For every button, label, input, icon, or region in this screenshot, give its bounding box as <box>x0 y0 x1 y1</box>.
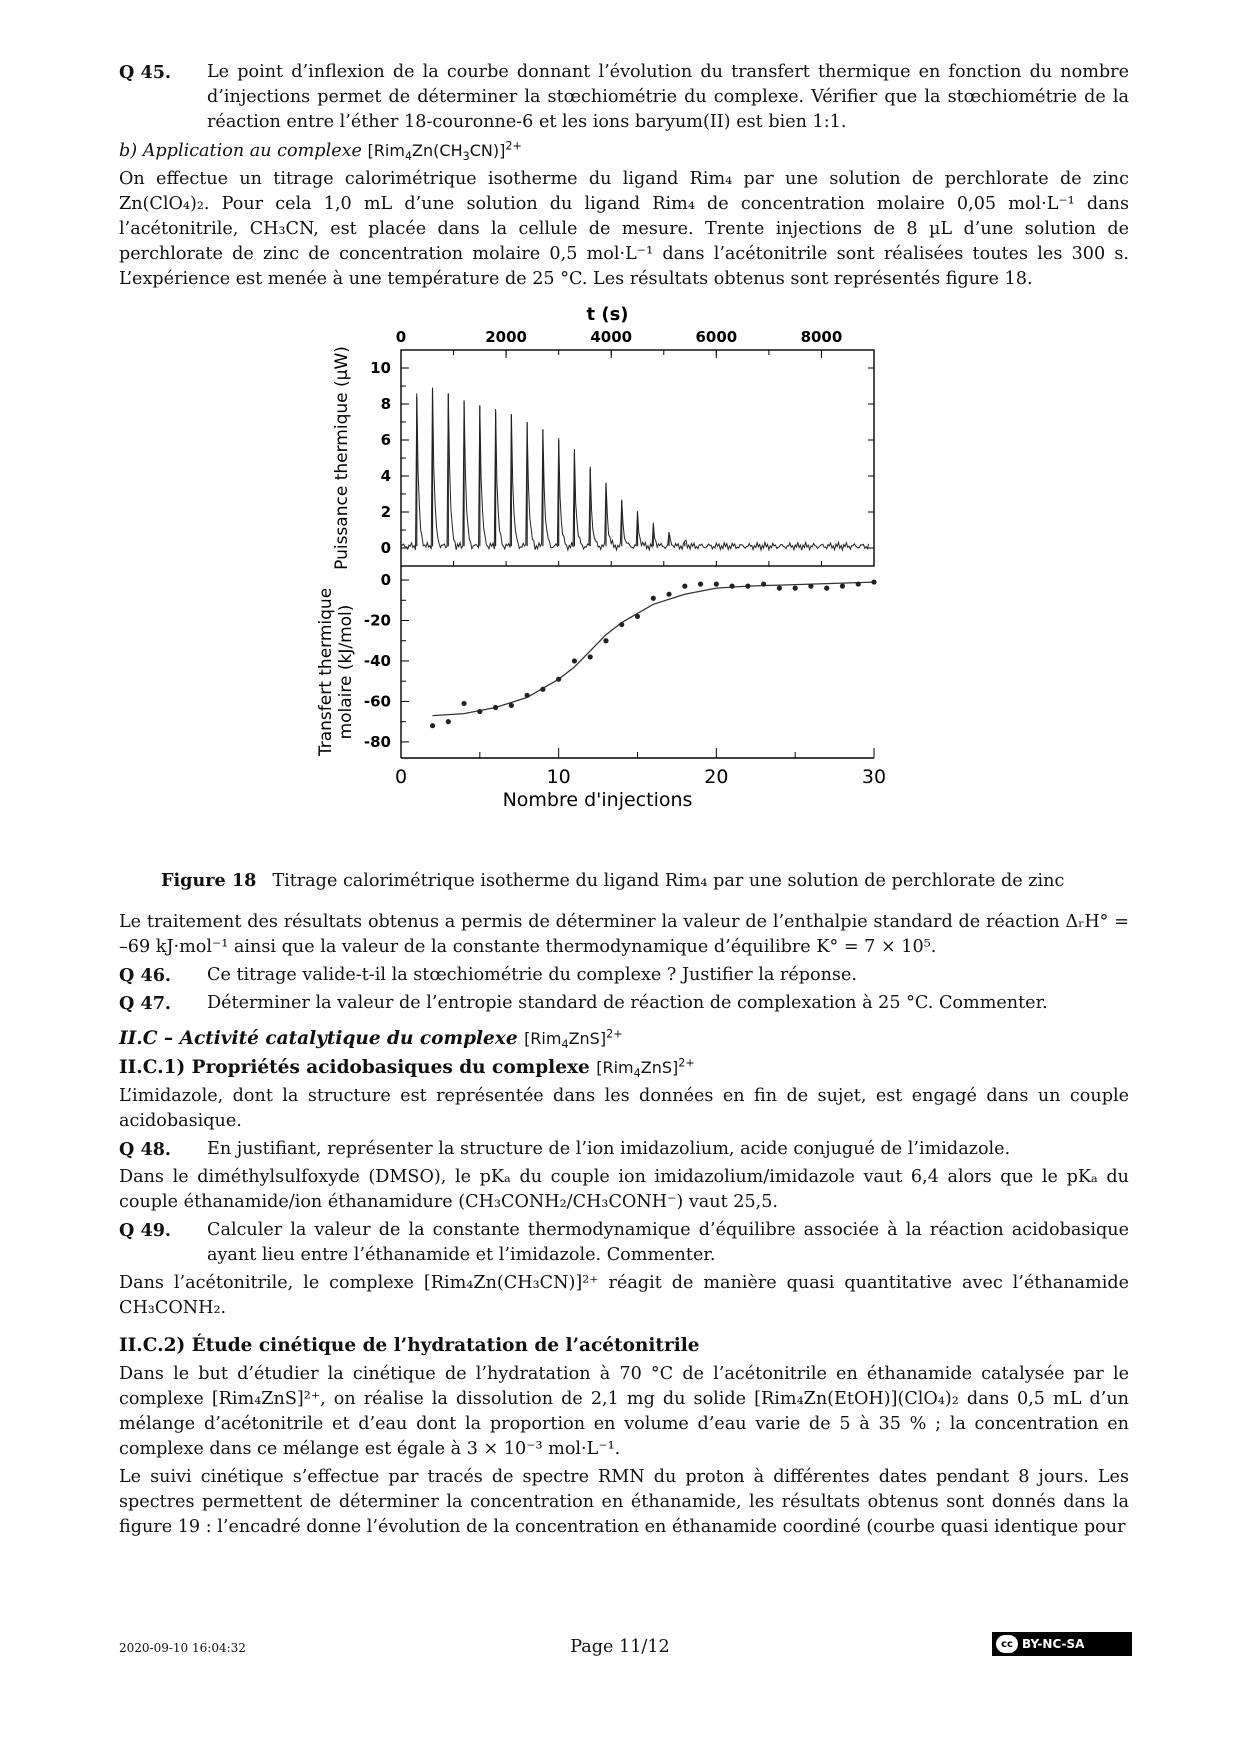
heat-data-point <box>761 581 766 586</box>
heat-data-point <box>525 693 530 698</box>
top-tick-label: 6000 <box>695 328 738 346</box>
heat-data-point <box>824 586 829 591</box>
top-tick-label: 2000 <box>485 328 527 346</box>
heat-data-point <box>698 581 703 586</box>
heat-data-point <box>856 581 861 586</box>
question-text: Le point d’inflexion de la courbe donnant l’évolution du transfert thermique en fonction du nombre d’injections permet de déterminer la stœchiométrie du complexe. Vérifier que la stœchiométrie de la réaction entre l’éther 18-couronne-6 et les ions baryum(II) est bien 1:1. <box>207 62 1129 132</box>
figure-18-chart <box>119 298 1129 858</box>
heat-ytick-label: -20 <box>363 611 391 630</box>
heat-data-point <box>461 701 466 706</box>
heat-data-point <box>840 584 845 589</box>
power-ytick-label: 10 <box>370 359 391 377</box>
question-number: Q 46. <box>119 965 172 986</box>
heat-ytick-label: -40 <box>363 651 391 670</box>
heat-data-point <box>871 579 876 584</box>
section-heading-IIC2: II.C.2) Étude cinétique de l’hydratation de l’acétonitrile <box>119 1335 700 1356</box>
heat-data-point <box>446 719 451 724</box>
heat-data-point <box>666 592 671 597</box>
heat-xtick-label: 20 <box>704 766 729 788</box>
question-number: Q 47. <box>119 993 172 1014</box>
heat-data-point <box>540 687 545 692</box>
heat-data-point <box>777 586 782 591</box>
heat-data-point <box>493 705 498 710</box>
question-number: Q 48. <box>119 1139 172 1160</box>
heat-xtick-label: 0 <box>394 766 408 788</box>
question-49 <box>119 1218 1129 1268</box>
heat-data-point <box>714 581 719 586</box>
heat-data-point <box>682 584 687 589</box>
power-axis-label: Puissance thermique (µW) <box>332 346 352 570</box>
top-axis-label: t (s) <box>586 304 629 325</box>
power-ytick-label: 4 <box>380 467 391 485</box>
heat-data-point <box>651 596 656 601</box>
heat-ytick-label: 0 <box>380 571 391 590</box>
figure-label: Figure 18 <box>161 870 257 891</box>
heat-data-point <box>619 622 624 627</box>
heat-ytick-label: -60 <box>363 692 391 711</box>
paragraph-complex-reaction: Dans l’acétonitrile, le complexe [Rim₄Zn(CH₃CN)]²⁺ réagit de manière quasi quantitative avec l’éthanamide CH₃CONH₂. <box>119 1273 1129 1318</box>
paragraph-pka: Dans le diméthylsulfoxyde (DMSO), le pKₐ du couple ion imidazolium/imidazole vaut 6,4 alors que le pKₐ du couple éthanamide/ion éthanamidure (CH₃CONH₂/CH₃CONH⁻) vaut 25,5. <box>119 1167 1129 1212</box>
heat-data-point <box>808 584 813 589</box>
top-tick-label: 8000 <box>800 328 843 346</box>
heat-data-point <box>572 658 577 663</box>
paragraph-nmr: Le suivi cinétique s’effectue par tracés de spectre RMN du proton à différentes dates pendant 8 jours. Les spectres permettent de déterminer la concentration en éthanamide, les résultats obtenus sont donnés dans la figure 19 : l’encadré donne l’évolution de la concentration en éthanamide coordiné (courbe quasi identique pour <box>119 1467 1129 1537</box>
top-tick-label: 0 <box>395 328 407 346</box>
page-number: Page 11/12 <box>570 1637 670 1657</box>
question-number: Q 49. <box>119 1220 172 1241</box>
heat-data-point <box>730 584 735 589</box>
paragraph-kinetics: Dans le but d’étudier la cinétique de l’hydratation à 70 °C de l’acétonitrile en éthanamide catalysée par le complexe [Rim₄ZnS]²⁺, on réalise la dissolution de 2,1 mg du solide [Rim₄Zn(EtOH)](ClO₄)₂ dans 0,5 mL d’un mélange d’acétonitrile et d’eau dont la proportion en volume d’eau varie de 5 à 35 % ; la concentration en complexe dans ce mélange est égale à 3 × 10⁻³ mol·L⁻¹. <box>119 1364 1129 1459</box>
heat-xtick-label: 10 <box>546 766 571 788</box>
heat-xaxis-label: Nombre d'injections <box>502 789 693 811</box>
heat-data-point <box>588 654 593 659</box>
paragraph-experiment: On effectue un titrage calorimétrique isotherme du ligand Rim₄ par une solution de perchlorate de zinc Zn(ClO₄)₂. Pour cela 1,0 mL d’une solution du ligand Rim₄ de concentration molaire 0,05 mol·L⁻¹ dans l’acétonitrile, CH₃CN, est placée dans la cellule de mesure. Trente injections de 8 µL d’une solution de perchlorate de zinc de concentration molaire 0,5 mol·L⁻¹ dans l’acétonitrile sont réalisées toutes les 300 s. L’expérience est menée à une température de 25 °C. Les résultats obtenus sont représentés figure 18. <box>119 169 1129 289</box>
heat-data-point <box>745 584 750 589</box>
subsection-heading: b) Application au complexe $[Rim_4Zn(CH_3CN)]^{2+}$ <box>119 139 522 164</box>
question-text: Déterminer la valeur de l’entropie standard de réaction de complexation à 25 °C. Commenter. <box>207 993 1048 1013</box>
question-47 <box>119 991 1129 1016</box>
question-46 <box>119 963 1129 988</box>
power-ytick-label: 0 <box>380 539 391 557</box>
question-45 <box>119 60 1129 135</box>
heat-axis-label-line1: Transfert thermique <box>316 587 336 757</box>
paragraph-imidazole: L’imidazole, dont la structure est représentée dans les données en fin de sujet, est engagé dans un couple acidobasique. <box>119 1086 1129 1131</box>
heat-xtick-label: 30 <box>861 766 887 788</box>
heat-ytick-label: -80 <box>363 732 391 751</box>
heat-data-point <box>430 723 435 728</box>
complex-formula: $[Rim_4Zn(CH_3CN)]^{2+}$ <box>367 139 522 164</box>
question-text: Calculer la valeur de la constante thermodynamique d’équilibre associée à la réaction acidobasique ayant lieu entre l’éthanamide et l’imidazole. Commenter. <box>207 1220 1129 1265</box>
heat-data-point <box>793 586 798 591</box>
heat-fit-curve <box>433 582 875 716</box>
question-48 <box>119 1137 1129 1162</box>
section-heading-IIC: II.C – Activité catalytique du complexe $[Rim_4ZnS]^{2+}$ <box>119 1027 623 1052</box>
section-heading-IIC1: II.C.1) Propriétés acidobasiques du complexe $[Rim_4ZnS]^{2+}$ <box>119 1056 695 1081</box>
heat-data-point <box>635 614 640 619</box>
paragraph-results: Le traitement des résultats obtenus a permis de déterminer la valeur de l’enthalpie standard de réaction ΔᵣH° = –69 kJ·mol⁻¹ ainsi que la valeur de la constante thermodynamique d’équilibre K° = 7 × 10⁵. <box>119 912 1129 957</box>
caption-text: Titrage calorimétrique isotherme du ligand Rim₄ par une solution de perchlorate de zinc <box>272 871 1065 891</box>
question-text: Ce titrage valide-t-il la stœchiométrie du complexe ? Justifier la réponse. <box>207 965 857 985</box>
cc-icon: cc <box>996 1635 1018 1653</box>
figure-caption <box>119 868 1129 894</box>
license-text: BY-NC-SA <box>1022 1637 1085 1651</box>
question-text: En justifiant, représenter la structure de l’ion imidazolium, acide conjugué de l’imidazole. <box>207 1139 1011 1159</box>
heat-data-point <box>509 703 514 708</box>
power-ytick-label: 2 <box>380 503 391 521</box>
question-number: Q 45. <box>119 62 172 83</box>
heat-data-point <box>603 638 608 643</box>
figure-18 <box>119 298 1129 858</box>
power-ytick-label: 8 <box>380 395 391 413</box>
license-badge[interactable] <box>992 1632 1132 1656</box>
power-plot <box>332 304 874 570</box>
power-ytick-label: 6 <box>380 431 391 449</box>
heat-data-point <box>556 677 561 682</box>
top-tick-label: 4000 <box>590 328 633 346</box>
heat-plot <box>316 566 886 811</box>
footer-date: 2020-09-10 16:04:32 <box>119 1641 246 1655</box>
heat-data-point <box>477 709 482 714</box>
power-trace <box>401 388 869 551</box>
heat-axis-label-line2: molaire (kJ/mol) <box>336 604 356 740</box>
page-content <box>119 58 1129 1543</box>
